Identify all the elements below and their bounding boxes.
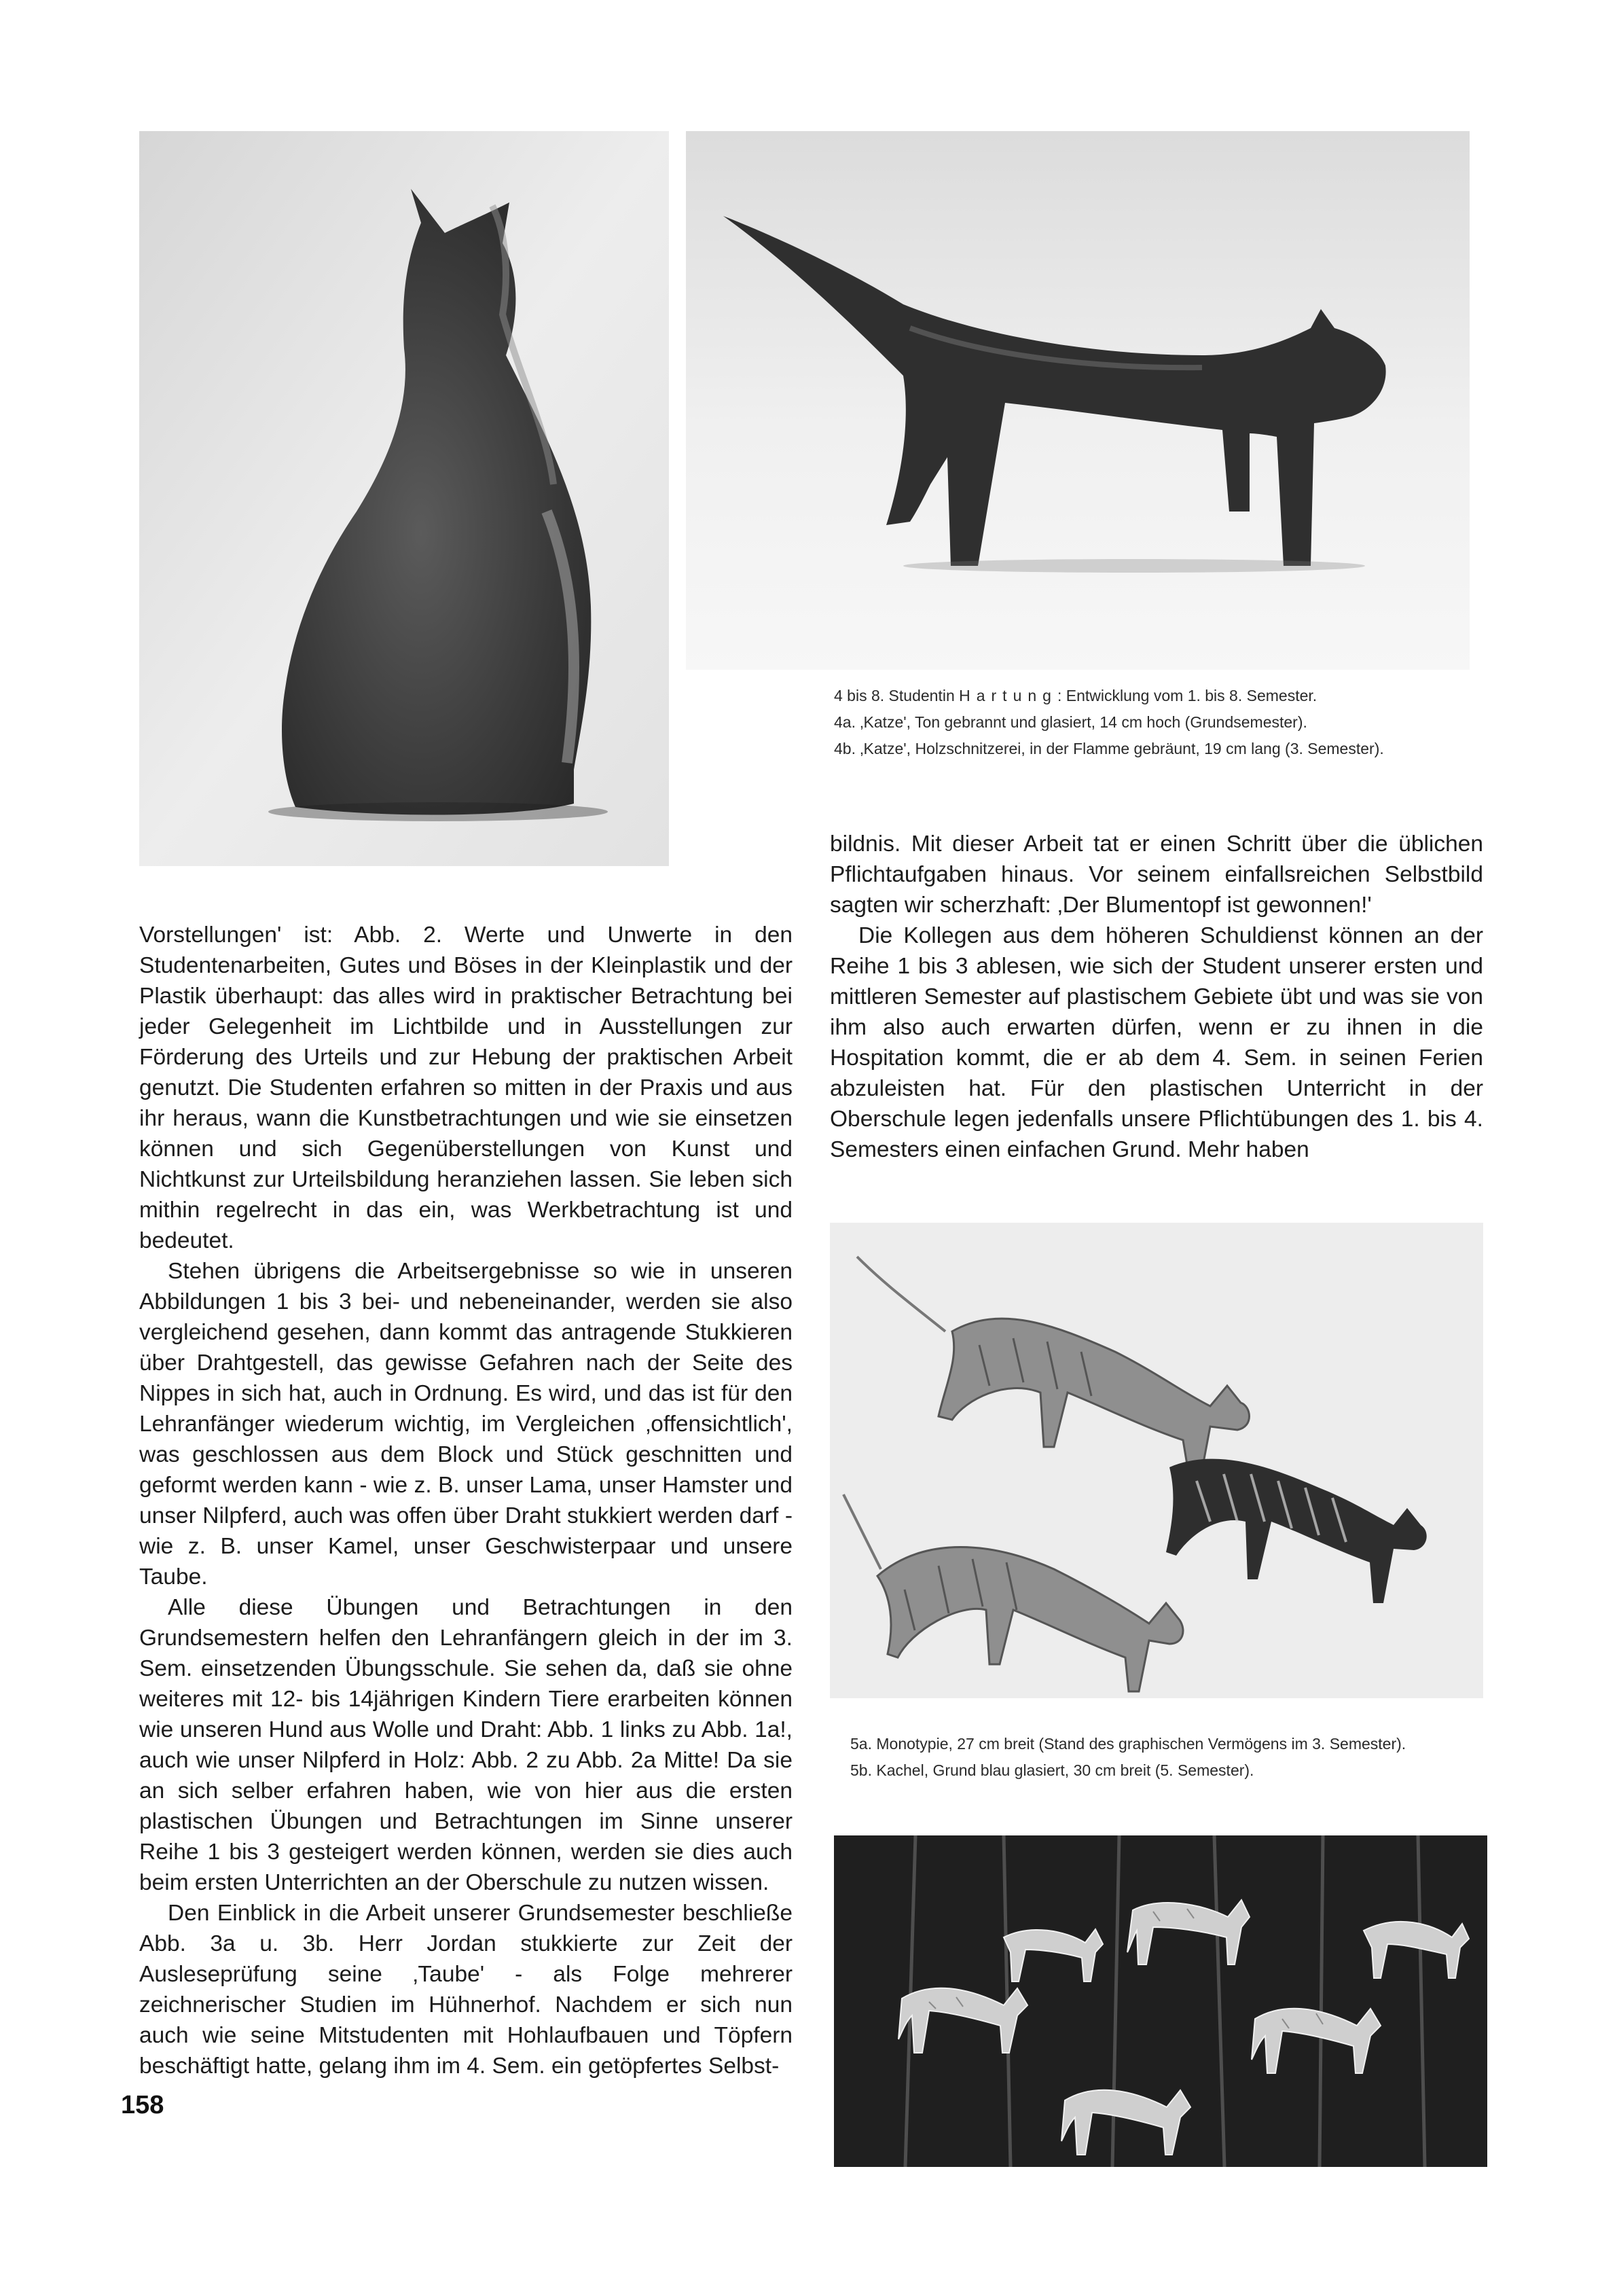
- caption-4a: 4a. ‚Katze', Ton gebrannt und glasiert, 14 cm hoch (Grundsemester).: [834, 713, 1307, 731]
- paragraph: Stehen übrigens die Arbeitsergebnisse so wie in unseren Abbildungen 1 bis 3 bei- und nebeneinander, werden sie also vergleichend gesehen, dann kommt das antragende Stukkieren über Drahtgestell, das gewisse Gefahren nach der Seite des Nippes in sich hat, auch in Ordnung. Es wird, und das ist für den Lehranfänger wiederum wichtig, im Vergleichen ‚offensichtlich', was geschlossen aus dem Block und Stück geschnitten und geformt werden kann - wie z. B. unser Lama, unser Hamster und unser Nilpferd, auch was offen über Draht stukkiert werden darf - wie z. B. unser Kamel, unser Geschwisterpaar und unsere Taube.: [139, 1259, 793, 1590]
- caption-4-line-1: 4 bis 8. Studentin Hartung: Entwicklung vom 1. bis 8. Semester.: [834, 687, 1317, 704]
- caption-5b: 5b. Kachel, Grund blau glasiert, 30 cm breit (5. Semester).: [850, 1761, 1254, 1779]
- paragraph: Die Kollegen aus dem höheren Schuldienst können an der Reihe 1 bis 3 ablesen, wie sich der Student unserer ersten und mittleren Semester auf plastischem Gebiete übt und was sie von ihm also auch erwarten dürfen, wenn er zu ihnen in die Hospitation kommt, die er ab dem 4. Sem. in seinen Ferien abzuleisten hat. Für den plastischen Unterricht in der Oberschule legen jedenfalls unsere Pflichtübungen des 1. bis 4. Semesters einen einfachen Grund. Mehr haben: [830, 923, 1483, 1162]
- photo-4b-wooden-cat-sculpture: [686, 131, 1470, 670]
- right-text-column: [830, 829, 1483, 1165]
- photo-5b-glazed-tile: [834, 1835, 1487, 2167]
- figure-5-caption: [850, 1731, 1478, 1784]
- paragraph: bildnis. Mit dieser Arbeit tat er einen Schritt über die üblichen Pflichtaufgaben hinaus. Vor seinem einfallsreichen Selbstbild sagten wir scherzhaft: ‚Der Blumentopf ist gewonnen!': [830, 831, 1483, 918]
- caption-5a: 5a. Monotypie, 27 cm breit (Stand des graphischen Vermögens im 3. Semester).: [850, 1735, 1406, 1753]
- paragraph: Vorstellungen' ist: Abb. 2. Werte und Unwerte in den Studentenarbeiten, Gutes und Böses in der Kleinplastik und der Plastik überhaupt: das alles wird in praktischer Betrachtung bei jeder Gelegenheit im Lichtbilde und in Ausstellungen zur Förderung des Urteils und zur Hebung der praktischen Arbeit genutzt. Die Studenten erfahren so mitten in der Praxis und aus ihr heraus, wann die Kunstbetrachtungen und wie sie einsetzen können und sich Gegenüberstellungen von Kunst und Nichtkunst zur Urteilsbildung heranziehen lassen. Sie leben sich mithin regelrecht in das ein, was Werkbetrachtung ist und bedeutet.: [139, 922, 793, 1253]
- paragraph: Alle diese Übungen und Betrachtungen in den Grundsemestern helfen den Lehranfängern gleich in der im 3. Sem. einsetzenden Übungsschule. Sie sehen da, daß sie ohne weiteres mit 12- bis 14jährigen Kindern Tiere erarbeiten können wie unseren Hund aus Wolle und Draht: Abb. 1 links zu Abb. 1a!, auch wie unser Nilpferd in Holz: Abb. 2 zu Abb. 2a Mitte! Da sie an sich selber erfahren haben, wie von hier aus die ersten plastischen Übungen und Betrachtungen im Sinne unserer Reihe 1 bis 3 gesteigert werden können, werden sie dies auch beim ersten Unterrichten an der Oberschule zu nutzen wissen.: [139, 1595, 793, 1895]
- page-number: 158: [121, 2091, 164, 2119]
- paragraph: Den Einblick in die Arbeit unserer Grundsemester beschließe Abb. 3a u. 3b. Herr Jordan stukkierte zur Zeit der Ausleseprüfung seine ‚Taube' - als Folge mehrerer zeichnerischer Studien im Hühnerhof. Nachdem er sich nun auch wie seine Mitstudenten mit Hohlaufbauen und Töpfern beschäftigt hatte, gelang ihm im 4. Sem. ein getöpfertes Selbst-: [139, 1901, 793, 2079]
- photo-5a-monotype-cats: [830, 1223, 1483, 1698]
- photo-4a-seated-cat-sculpture: [139, 131, 669, 866]
- student-name: Hartung: [959, 687, 1057, 704]
- caption-4b: 4b. ‚Katze', Holzschnitzerei, in der Flamme gebräunt, 19 cm lang (3. Semester).: [834, 740, 1384, 757]
- figure-4-caption: [834, 683, 1472, 762]
- left-text-column: [139, 920, 793, 2081]
